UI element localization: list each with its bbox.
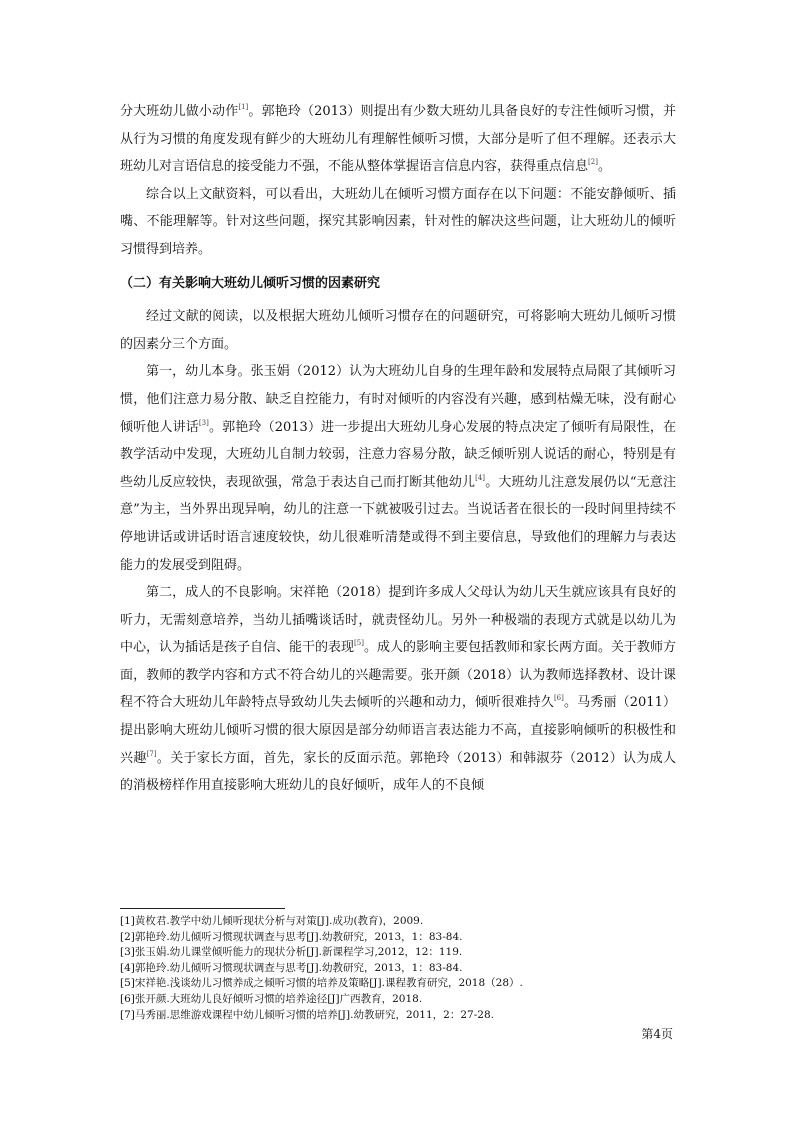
footnote-3: [3]张玉娟.幼儿课堂倾听能力的现状分析[J].新课程学习,2012，12：119. bbox=[120, 946, 463, 959]
text-span: 。郭艳玲（2013）进一步提出大班幼儿身心发展的特点决定了倾听有局限性，在教学活动中发现，大班幼儿自制力较弱，注意力容易分散，缺乏倾听别人说话的耐心，特别是有些幼儿反应较快，表现欲强，常急于表达自己而打断其他幼儿 bbox=[120, 419, 676, 490]
section-heading: （二）有关影响大班幼儿倾听习惯的因素研究 bbox=[120, 275, 381, 291]
footnote-5: [5]宋祥艳.浅谈幼儿习惯养成之倾听习惯的培养及策略[J].课程教育研究，2018（28）. bbox=[120, 977, 523, 990]
text-span: 。大班幼儿注意发展仍以“无意注意”为主，当外界出现异响，幼儿的注意一下就被吸引过去。当说话者在很长的一段时间里持续不停地讲话或讲话时语言速度较快，幼儿很难听清楚或得不到主要信息，导致他们的理解力与表达能力的发展受到阻碍。 bbox=[120, 474, 676, 573]
footnote-1: [1]黄枚君.教学中幼儿倾听现状分析与对策[J].成功(教育)，2009. bbox=[120, 915, 424, 927]
body-text bbox=[120, 98, 676, 800]
paragraph-4 bbox=[120, 358, 676, 579]
paragraph-2: 综合以上文献资料，可以看出，大班幼儿在倾听习惯方面存在以下问题：不能安静倾听、插嘴、不能理解等。针对这些问题，探究其影响因素，针对性的解决这些问题，让大班幼儿的倾听习惯得到培养。 bbox=[120, 186, 676, 257]
footnote-6: [6]张开颜.大班幼儿良好倾听习惯的培养途径[J]广西教育，2018. bbox=[120, 992, 423, 1005]
citation-ref-4: [4] bbox=[475, 473, 486, 482]
citation-ref-3: [3] bbox=[198, 418, 209, 427]
citation-ref-5: [5] bbox=[354, 639, 364, 648]
footnote-divider bbox=[120, 908, 285, 909]
footnote-7: [7]马秀丽.思维游戏课程中幼儿倾听习惯的培养[J].幼教研究，2011，2：27-28. bbox=[120, 1008, 494, 1021]
text-span: 。成人的影响主要包括教师和家长两方面。关于教师方面，教师的教学内容和方式不符合幼儿的兴趣需要。张开颜（2018）认为教师选择教材、设计课程不符合大班幼儿年龄特点导致幼儿失去倾听的兴趣和动力，倾听很难持久 bbox=[120, 640, 676, 711]
footnote-4: [4]郭艳玲.幼儿倾听习惯现状调查与思考[J].幼教研究，2013，1：83-84. bbox=[120, 961, 463, 974]
citation-ref-7: [7] bbox=[146, 749, 157, 758]
paragraph-1 bbox=[120, 98, 676, 181]
text-span: 第二，成人的不良影响。宋祥艳（2018）提到许多成人父母认为幼儿天生就应该具有良好的听力，无需刻意培养，当幼儿插嘴谈话时，就责怪幼儿。另外一种极端的表现方式就是以幼儿为中心，认为插话是孩子自信、能干的表现 bbox=[120, 585, 676, 656]
text-span: 。郭艳玲（2013）则提出有少数大班幼儿具备良好的专注性倾听习惯，并从行为习惯的角度发现有鲜少的大班幼儿有理解性倾听习惯，大部分是听了但不理解。还表示大班幼儿对言语信息的接受能力不强，不能从整体掌握语言信息内容，获得重点信息 bbox=[120, 104, 676, 175]
page-number: 第4页 bbox=[641, 1027, 673, 1041]
footnote-2: [2]郭艳玲.幼儿倾听习惯现状调查与思考[J].幼教研究，2013，1：83-84. bbox=[120, 930, 463, 943]
text-span: 。 bbox=[597, 159, 611, 175]
text-span: 分大班幼儿做小动作 bbox=[120, 104, 239, 119]
citation-ref-1: [1] bbox=[238, 103, 249, 111]
citation-ref-6: [6] bbox=[553, 694, 564, 703]
text-span: 。关于家长方面，首先，家长的反面示范。郭艳玲（2013）和韩淑芬（2012）认为成人的消极榜样作用直接影响大班幼儿的良好倾听，成年人的不良倾 bbox=[120, 750, 676, 794]
paragraph-3: 经过文献的阅读，以及根据大班幼儿倾听习惯存在的问题研究，可将影响大班幼儿倾听习惯的因素分三个方面。 bbox=[120, 309, 676, 352]
footnotes bbox=[120, 914, 676, 1023]
text-span: 。马秀丽（2011）提出影响大班幼儿倾听习惯的很大原因是部分幼师语言表达能力不高，直接影响倾听的积极性和兴趣 bbox=[120, 695, 676, 766]
citation-ref-2: [2] bbox=[588, 158, 598, 167]
text-span: 第一，幼儿本身。张玉娟（2012）认为大班幼儿自身的生理年龄和发展特点局限了其倾听习惯，他们注意力易分散、缺乏自控能力，有时对倾听的内容没有兴趣，感到枯燥无味，没有耐心倾听他人讲话 bbox=[120, 364, 676, 435]
paragraph-5 bbox=[120, 579, 676, 800]
